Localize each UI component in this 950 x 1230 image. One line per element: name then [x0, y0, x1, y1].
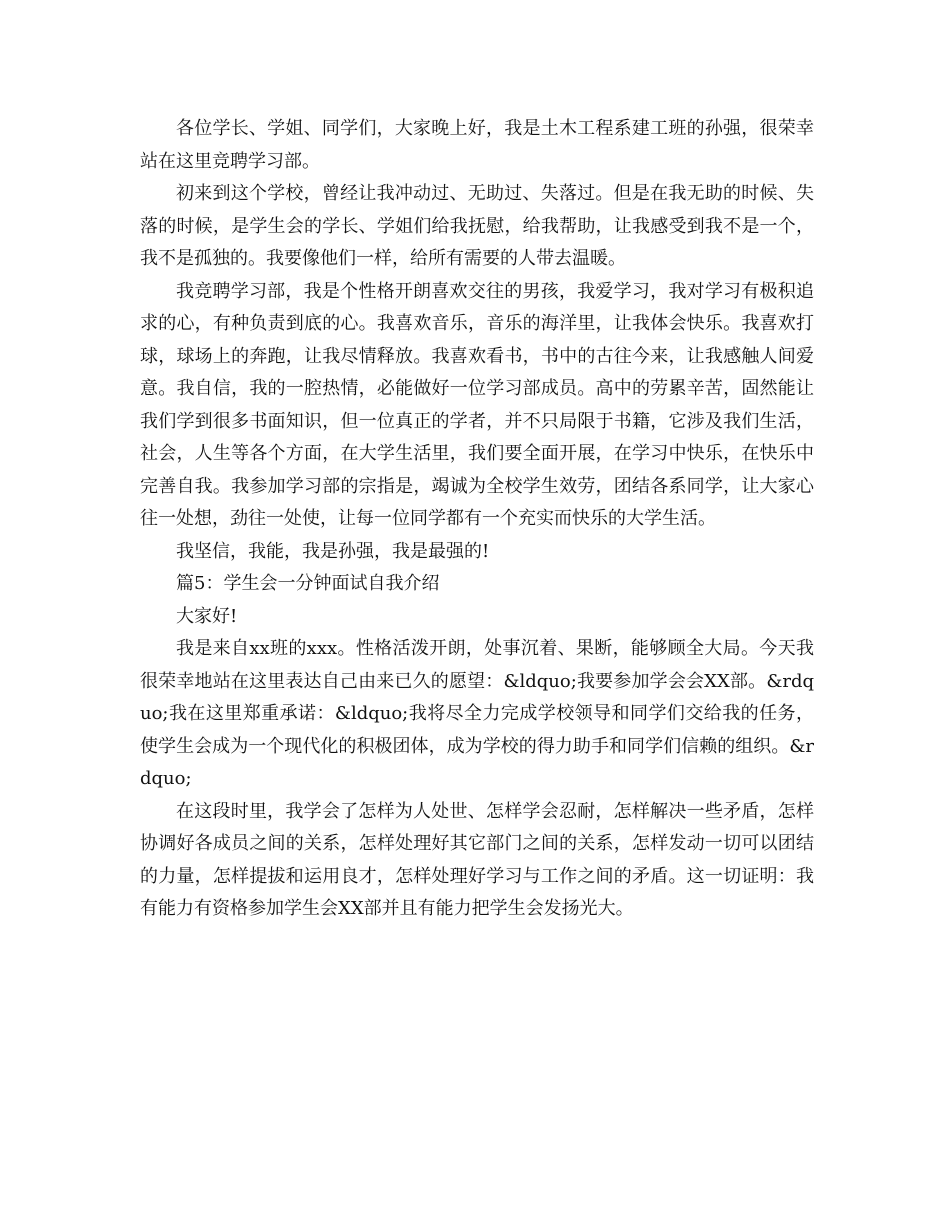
document-body	[140, 113, 814, 926]
paragraph-salutation: 大家好!	[176, 605, 238, 627]
paragraph-experience: 在这段时里，我学会了怎样为人处世、怎样学会忍耐，怎样解决一些矛盾，怎样协调好各成员之间的关系，怎样处理好其它部门之间的关系，怎样发动一切可以团结的力量，怎样提拔和运用良才，怎样处理好学习与工作之间的矛盾。这一切证明：我有能力有资格参加学生会XX部并且有能力把学生会发扬光大。	[140, 800, 814, 919]
paragraph-first-arrival: 初来到这个学校，曾经让我冲动过、无助过、失落过。但是在我无助的时候、失落的时候，是学生会的学长、学姐们给我抚慰，给我帮助，让我感受到我不是一个，我不是孤独的。我要像他们一样，给所有需要的人带去温暖。	[140, 183, 814, 269]
paragraph-campaign: 我竞聘学习部，我是个性格开朗喜欢交往的男孩，我爱学习，我对学习有极积追求的心，有种负责到底的心。我喜欢音乐，音乐的海洋里，让我体会快乐。我喜欢打球，球场上的奔跑，让我尽情释放。我喜欢看书，书中的古往今来，让我感触人间爱意。我自信，我的一腔热情，必能做好一位学习部成员。高中的劳累辛苦，固然能让我们学到很多书面知识，但一位真正的学者，并不只局限于书籍，它涉及我们生活，社会，人生等各个方面，在大学生活里，我们要全面开展，在学习中快乐，在快乐中完善自我。我参加学习部的宗指是，竭诚为全校学生效劳，团结各系同学，让大家心往一处想，劲往一处使，让每一位同学都有一个充实而快乐的大学生活。	[140, 280, 814, 529]
section-heading: 篇5：学生会一分钟面试自我介绍	[176, 573, 440, 594]
paragraph-belief: 我坚信，我能，我是孙强，我是最强的!	[176, 540, 490, 562]
paragraph-introduction: 我是来自xx班的xxx。性格活泼开朗，处事沉着、果断，能够顾全大局。今天我很荣幸地站在这里表达自己由来已久的愿望：&ldquo;我要参加学会会XX部。&rdquo;我在这里郑重承诺：&ldquo;我将尽全力完成学校领导和同学们交给我的任务，使学生会成为一个现代化的积极团体，成为学校的得力助手和同学们信赖的组织。&rdquo;	[140, 638, 814, 789]
paragraph-greeting: 各位学长、学姐、同学们，大家晚上好，我是土木工程系建工班的孙强，很荣幸站在这里竞聘学习部。	[140, 118, 814, 172]
